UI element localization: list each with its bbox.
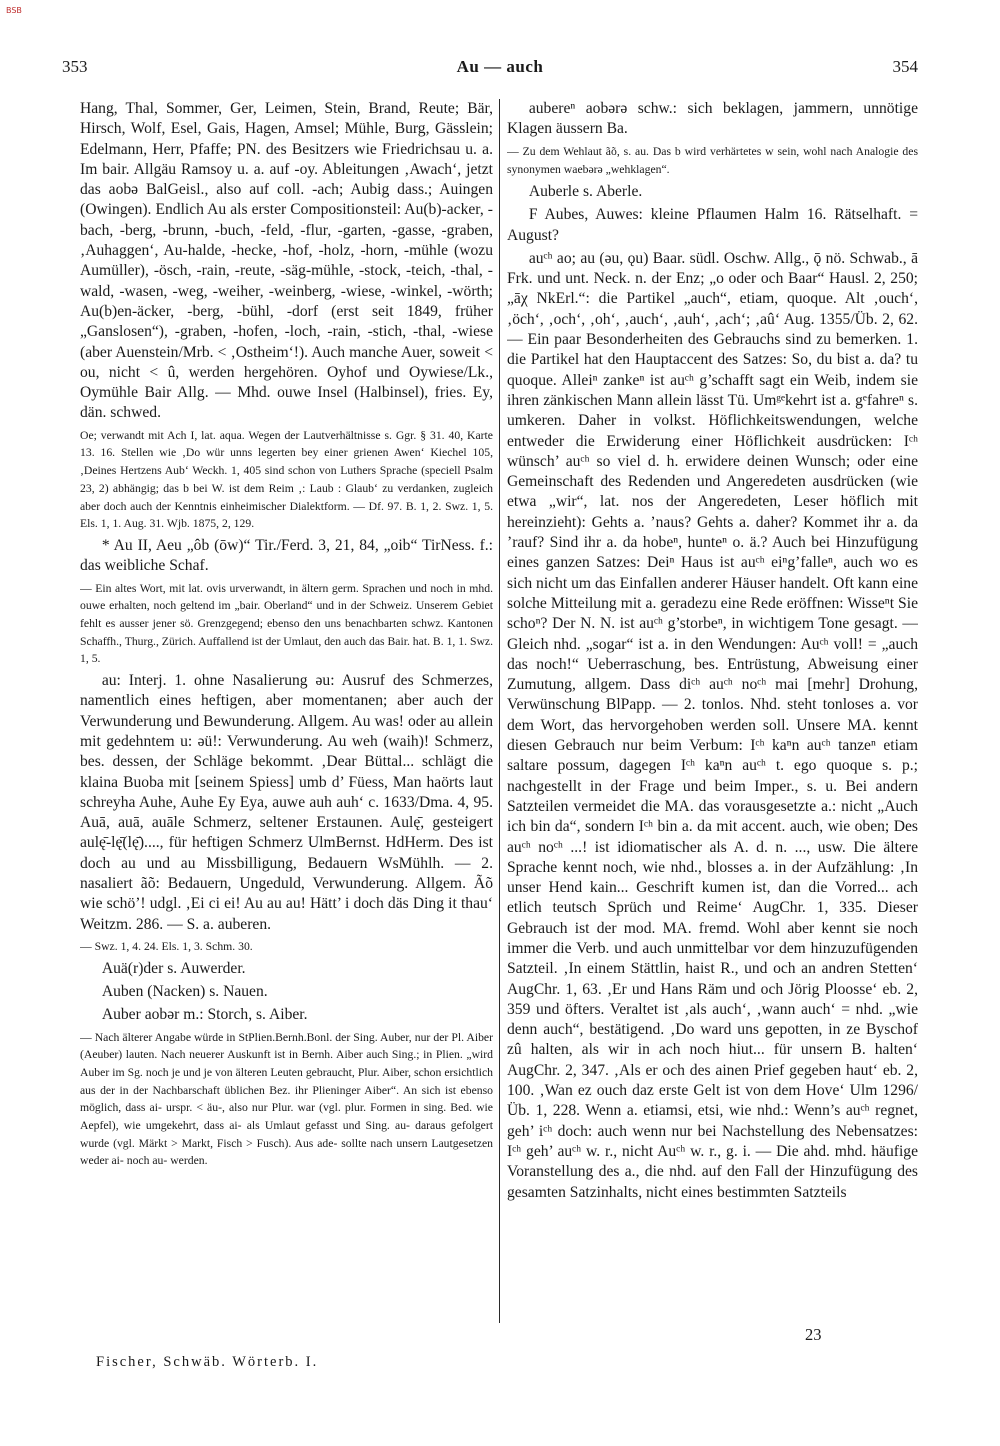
entry-aubern: aubereⁿ aobərə schw.: sich beklagen, jammern, unnötige Klagen äussern Ba.: [507, 100, 918, 138]
entry-aubern-notes: — Zu dem Wehlaut ãõ, s. au. Das b wird verhärtetes w sein, wohl nach Analogie des synonymen waebərə „wehklagen“.: [507, 144, 918, 176]
entry-auber: Auber aobər m.: Storch, s. Aiber.: [101, 1006, 308, 1024]
sheet-number: 23: [805, 1325, 822, 1344]
entry-au-interj: au: Interj. 1. ohne Nasalierung əu: Ausruf des Schmerzes, namentlich eines heftigen, aber momentanen; aber auch der Verwunderung und Bewunderung. Allgem. Au was! oder au allein mit gedehntem u: əü!: Verwunderung. Au weh (waih)! Schmerz, bes. dessen, der Schläge bekommt. ‚Dear Büttal... schlägt die klaina Buoba mit [seinem Spiess] umb d’ Füess, Man haörts laut schreyha Auhe, Auhe Ey Eya, auwe auh auh‘ c. 1633/Dma. 4, 95. Auā, auā, auāle Schmerz, seltener Erstaunen. Aulę̄, gesteigert aulę̄-lę̄(lę̄)...., für heftigen Schmerz UlmBernst. HdHerm. Des ist doch au und au Missbilligung, Bedauern WsMühlh. — 2. nasaliert ãõ: Bedauern, Ungeduld, Verwunderung. Allgem. Ãõ wie schö’! udgl. ‚Ei ci ei! Au au au! Hätt’ i doch däs Ding it thau‘ Weitzm. 286. — S. a. auberen.: [80, 672, 493, 933]
left-column: [80, 99, 493, 1336]
entry-au-i-notes: Oe; verwandt mit Ach I, lat. aqua. Wegen der Lautverhältnisse s. Ggr. § 31. 40, Karte 13. 16. Stellen wie ‚Do wür unns legerten bey einer grienen Awen‘ Kiechel 105, ‚Deines Hertzens Aub‘ Weckh. 1, 405 sind schon von Luthers Sprache (speciell Psalm 23, 2) abhängig; das b bei W. ist dem Reim ‚: Laub : Glaub‘ zu verdanken, zugleich aber doch auch der Kenntnis einheimischer Dialektform. — Df. 97. B. 1, 2. Swz. 1, 5. Els. 1, 1. Aug. 31. Wjb. 1875, 2, 129.: [80, 428, 493, 531]
library-stamp: BSB: [6, 6, 22, 15]
entry-aubes: F Aubes, Auwes: kleine Pflaumen Halm 16. Rätselhaft. = August?: [507, 206, 918, 244]
entry-auarder: Auä(r)der s. Auwerder.: [101, 959, 246, 977]
entry-au-ii: * Au II, Aeu „ôb (ōw)“ Tir./Ferd. 3, 21, 84, „oib“ TirNess. f.: das weibliche Schaf.: [80, 536, 493, 575]
column-divider: [499, 99, 500, 1323]
running-header: Au — auch: [456, 57, 544, 76]
entry-auben: Auben (Nacken) s. Nauen.: [101, 982, 268, 1000]
right-page-number: 354: [892, 57, 918, 76]
right-column: [507, 99, 918, 1336]
entry-au-interj-notes: — Swz. 1, 4. 24. Els. 1, 3. Schm. 30.: [80, 939, 253, 953]
page-footer: Fischer, Schwäb. Wörterb. I.: [96, 1354, 319, 1370]
left-page-number: 353: [62, 57, 88, 76]
entry-auber-notes: — Nach älterer Angabe würde in StPlien.Bernh.Bonl. der Sing. Auber, nur der Pl. Aiber (Aeuber) lauten. Nach neuerer Auskunft ist in Bernh. Aiber auch Sing.; in Plien. „wird Auber im Sg. noch je und je von älteren Leuten gebraucht, Plur. Aiber, schon ersichtlich aus der in der Nachbarschaft üblichen Bez. ihr Plieninger Aiber“. An sich ist ebenso möglich, dass ai- urspr. < äu-, also nur Plur. war (vgl. plur. Formen in sing. Bed. wie Aepfel), wie umgekehrt, dass ai- als Umlaut gefasst und Sing. au- daraus gefolgert wurde (vgl. Märkt > Markt, Fisch > Fusch). Aus ade- sollte nach unsern Lautgesetzen weder ai- noch au- werden.: [80, 1030, 493, 1168]
entry-au-ii-notes: — Ein altes Wort, mit lat. ovis urverwandt, in ältern germ. Sprachen und noch in mhd. ouwe erhalten, noch geltend im „bair. Oberland“ und in der Schweiz. Unserem Gebiet fehlt es ausser jener sö. Grenzgegend; ebenso den uns benachbarten schwz. Kantonen Schaffh., Thurg., Zürich. Auffallend ist der Umlaut, den auch das Bair. hat. B. 1, 1. Swz. 1, 5.: [80, 581, 493, 666]
entry-auch: auᶜʰ ao; au (əu, ǫu) Baar. südl. Oschw. Allg., ǭ nö. Schwab., ā Frk. und unt. Neck. n. der Enz; „o oder och Baar“ Hausl. 2, 250; „āχ NkErl.“: die Partikel „auch“, etiam, quoque. Alt ‚ouch‘, ‚öch‘, ‚och‘, ‚oh‘, ‚auch‘, ‚auh‘, ‚ach‘; ‚aû‘ Aug. 1355/Üb. 2, 62. — Ein paar Besonderheiten des Gebrauchs sind zu bemerken. 1. die Partikel hat den Hauptaccent des Satzes: So, du bist a. da? tu quoque. Alleiⁿ zankeⁿ ist auᶜʰ g’schafft sagt ein Weib, indem sie ihren zänkischen Mann allein lässt Tü. Umᵍᵉkehrt ist a. gᵉfahreⁿ s. umkeren. Daher in volkst. Höflichkeitswendungen, welche entweder die Erwiderung einer Höflichkeit ausdrücken: Iᶜʰ wünsch’ auᶜʰ so viel d. h. erwidere deinen Wunsch; oder eine Gemeinschaft des Redenden und Angeredeten ausdrücken (wie etwa „wir“, lat. nos der Angeredeten, Leser höflich mit hereinzieht): Gehts a. ’naus? Gehts a. daher? Kommet ihr a. da ’rauf? Sind ihr a. da hobeⁿ, hunteⁿ o. ä.? Auch bei Hinzufügung eines ganzen Satzes: Deiⁿ Haus ist auᶜʰ eiⁿg’falleⁿ, auch wo es sich nicht um das Einfallen anderer Häuser handelt. Oft kann eine solche Mitteilung mit a. geradezu eine Rede eröffnen: Wisseⁿt Sie schoⁿ? Der N. N. ist auᶜʰ g’storbeⁿ, in wichtigem Tone gesagt. — Gleich nhd. „sogar“ ist a. in den Wendungen: Auᶜʰ voll! = „auch das noch!“ Ueberraschung, bes. Entrüstung, Abweisung einer Zumutung, allgem. Dass diᶜʰ auᶜʰ noᶜʰ mai [mehr] Drohung, Verwünschung BlPapp. — 2. tonlos. Nhd. steht tonloses a. vor dem Wort, das hervorgehoben werden soll. Unsere MA. kennt diesen Gebrauch nur beim Verbum: Iᶜʰ kaⁿn auᶜʰ tanzeⁿ etiam saltare possum, dagegen Iᶜʰ kaⁿn auᶜʰ t. ego quoque s. p.; nachgestellt in der Frage und beim Imper., s. u. Bei andern Satzteilen vermeidet die MA. das vorausgesetzte a.: nicht „Auch ich bin da“, sondern Iᶜʰ bin a. da mit accent. auch, wie oben; Des auᶜʰ noᶜʰ ...! ist idiomatischer als A. d. n. ..., usw. Die ältere Sprache kennt noch, wie nhd., blosses a. in der Aufzählung: ‚In unser Hend kain... Geschrift kumen ist, dan die Vorred... ach etlich teutsch Sprüch und Reime‘ AugChr. 1, 335. Dieser Gebrauch ist der mod. MA. fremd. Wohl aber kennt sie noch immer die Verb. und auch unmittelbar vor dem hinzuzufügenden Satzteil. ‚In einem Stättlin, haist R., und och an andren Stetten‘ AugChr. 1, 63. ‚Er und Hans Räm und och Jörig Ploosse‘ eb. 2, 359 und öfters. Veraltet ist ‚als auch‘, ‚wann auch‘ = nhd. „wie denn auch“, bestätigend. ‚Do ward uns gepotten, in ze Byschof zû halten, als wir in ach noch hiut... für unsern B. halten‘ AugChr. 2, 347. ‚Als er och des ainen Prief gegeben haut‘ eb. 2, 100. ‚Wan ez ouch daz erste Gelt ist von dem Hove‘ Ulm 1296/Üb. 1, 228. Wenn a. etiamsi, etsi, wie nhd.: Wenn’s auᶜʰ regnet, geh’ iᶜʰ doch: auch wenn nur bei Nachstellung des Nebensatzes: Iᶜʰ geh’ auᶜʰ w. r., nicht Auᶜʰ w. r., g. i. — Die ahd. mhd. häufige Voranstellung des a., die nhd. auf den Fall der Hinzufügung des gesamten Satzinhalts, nicht eines bestimmten Satzteils: [507, 249, 918, 1201]
entry-auberle: Auberle s. Aberle.: [528, 183, 643, 200]
entry-au-i-cont: Hang, Thal, Sommer, Ger, Leimen, Stein, Brand, Reute; Bär, Hirsch, Wolf, Esel, Gais, Hagen, Amsel; Mühle, Burg, Gässlein; Edelmann, Herr, Pfaffe; PN. des Besitzers wie Friedrichsau u. a. Im bair. Allgäu Ramsoy u. a. auf -oy. Ableitungen ‚Awach‘, jetzt das aobə BalGeisl., also auf coll. -ach; Aubig dass.; Auingen (Owingen). Endlich Au als erster Compositionsteil: Au(b)-acker, -bach, -berg, -brunn, -buch, -feld, -flur, -garten, -gasse, -graben, ‚Auhaggen‘, Au-halde, -hecke, -hof, -holz, -horn, -mühle (wozu Aumüller), -ösch, -rain, -reute, -säg-mühle, -stock, -teich, -thal, -wald, -wasen, -weg, -weiher, -weinberg, -wiese, -winkel, -wörth; Au(b)en-äcker, -berg, -bühl, -dorf (erst seit 1849, früher „Ganslosen“), -graben, -hofen, -loch, -rain, -stich, -thal, -wiese (aber Auenstein/Mrb. < ‚Ostheim‘!). Auch manche Auer, soweit < ou, nicht < û, werden hergehören. Oyhof und Oywiese/Lk., Oymühle Bair Allg. — Mhd. ouwe Insel (Halbinsel), fries. Ey, dän. schwed.: [80, 100, 493, 422]
